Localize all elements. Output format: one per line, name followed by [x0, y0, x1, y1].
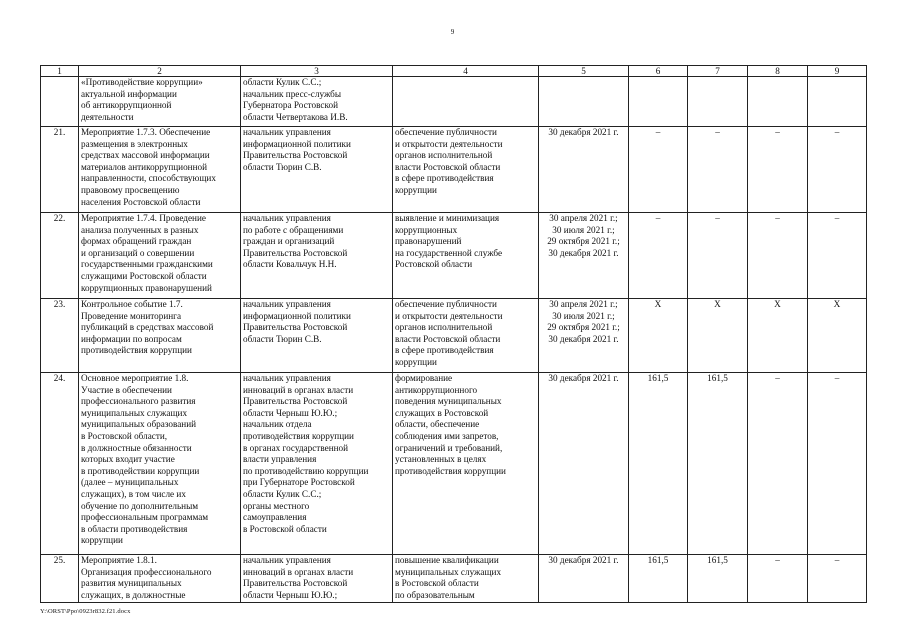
- column-header: 3: [241, 66, 393, 77]
- measures-table: [40, 65, 867, 603]
- table-row: [41, 77, 867, 127]
- table-row: [41, 373, 867, 555]
- value-cell: 161,5: [629, 373, 688, 555]
- responsible-cell: начальник управления инноваций в органах власти Правительства Ростовской области Черныш Ю.Ю.;: [241, 555, 393, 603]
- deadline-cell: 30 декабря 2021 г.: [539, 373, 629, 555]
- table-row: [41, 555, 867, 603]
- result-cell: выявление и минимизация коррупционных правонарушений на государственной службе Ростовской области: [393, 213, 539, 299]
- column-header: 8: [748, 66, 808, 77]
- result-cell: обеспечение публичности и открытости деятельности органов исполнительной власти Ростовской области в сфере противодействия коррупции: [393, 299, 539, 373]
- value-cell: 161,5: [688, 555, 748, 603]
- value-cell: [808, 77, 867, 127]
- column-header: 2: [79, 66, 241, 77]
- event-cell: Основное мероприятие 1.8. Участие в обеспечении профессионального развития муниципальных служащих муниципальных образований в Ростовской области, в должностные обязанности которых входит участие в противодействии коррупции (далее – муниципальных служащих), в том числе их обучение по дополнительным профессиональным программам в области противодействия коррупции: [79, 373, 241, 555]
- value-cell: –: [688, 213, 748, 299]
- result-cell: обеспечение публичности и открытости деятельности органов исполнительной власти Ростовской области в сфере противодействия коррупции: [393, 127, 539, 213]
- value-cell: Х: [748, 299, 808, 373]
- event-cell: Мероприятие 1.7.3. Обеспечение размещения в электронных средствах массовой информации материалов антикоррупционной направленности, способствующих правовому просвещению населения Ростовской области: [79, 127, 241, 213]
- value-cell: Х: [808, 299, 867, 373]
- column-header: 7: [688, 66, 748, 77]
- result-cell: [393, 77, 539, 127]
- value-cell: –: [748, 127, 808, 213]
- table-row: [41, 127, 867, 213]
- value-cell: –: [808, 127, 867, 213]
- row-number: 22.: [41, 213, 79, 299]
- table-row: [41, 213, 867, 299]
- file-path-footer: Y:\ORST\Ppo\0923r832.f21.docx: [40, 608, 131, 615]
- value-cell: –: [808, 213, 867, 299]
- responsible-cell: начальник управления информационной политики Правительства Ростовской области Тюрин С.В.: [241, 127, 393, 213]
- deadline-cell: 30 декабря 2021 г.: [539, 555, 629, 603]
- value-cell: –: [629, 127, 688, 213]
- column-header: 5: [539, 66, 629, 77]
- event-cell: Мероприятие 1.8.1. Организация профессионального развития муниципальных служащих, в должностные: [79, 555, 241, 603]
- deadline-cell: 30 декабря 2021 г.: [539, 127, 629, 213]
- value-cell: [629, 77, 688, 127]
- value-cell: Х: [688, 299, 748, 373]
- value-cell: 161,5: [629, 555, 688, 603]
- result-cell: повышение квалификации муниципальных служащих в Ростовской области по образовательным: [393, 555, 539, 603]
- event-cell: Мероприятие 1.7.4. Проведение анализа полученных в разных формах обращений граждан и организаций о совершении государственными гражданскими служащими Ростовской области коррупционных правонарушений: [79, 213, 241, 299]
- value-cell: –: [748, 555, 808, 603]
- result-cell: формирование антикоррупционного поведения муниципальных служащих в Ростовской области, обеспечение соблюдения ими запретов, ограничений и требований, установленных в целях противодействия коррупции: [393, 373, 539, 555]
- value-cell: –: [629, 213, 688, 299]
- deadline-cell: [539, 77, 629, 127]
- value-cell: –: [748, 213, 808, 299]
- row-number: 23.: [41, 299, 79, 373]
- value-cell: –: [808, 555, 867, 603]
- value-cell: 161,5: [688, 373, 748, 555]
- column-number-row: [41, 66, 867, 77]
- column-header: 6: [629, 66, 688, 77]
- value-cell: –: [688, 127, 748, 213]
- responsible-cell: начальник управления инноваций в органах власти Правительства Ростовской области Черныш Ю.Ю.; начальник отдела противодействия коррупции в органах государственной власти управления по противодействию коррупции при Губернаторе Ростовской области Кулик С.С.; органы местного самоуправления в Ростовской области: [241, 373, 393, 555]
- value-cell: [748, 77, 808, 127]
- row-number: 25.: [41, 555, 79, 603]
- responsible-cell: области Кулик С.С.; начальник пресс-службы Губернатора Ростовской области Четвертакова И.В.: [241, 77, 393, 127]
- page-number: 9: [450, 28, 455, 36]
- column-header: 9: [808, 66, 867, 77]
- value-cell: Х: [629, 299, 688, 373]
- event-cell: «Противодействие коррупции» актуальной информации об антикоррупционной деятельности: [79, 77, 241, 127]
- responsible-cell: начальник управления информационной политики Правительства Ростовской области Тюрин С.В.: [241, 299, 393, 373]
- table-row: [41, 299, 867, 373]
- deadline-cell: 30 апреля 2021 г.; 30 июля 2021 г.; 29 октября 2021 г.; 30 декабря 2021 г.: [539, 213, 629, 299]
- event-cell: Контрольное событие 1.7. Проведение мониторинга публикаций в средствах массовой информации по вопросам противодействия коррупции: [79, 299, 241, 373]
- value-cell: –: [808, 373, 867, 555]
- responsible-cell: начальник управления по работе с обращениями граждан и организаций Правительства Ростовской области Ковальчук Н.Н.: [241, 213, 393, 299]
- deadline-cell: 30 апреля 2021 г.; 30 июля 2021 г.; 29 октября 2021 г.; 30 декабря 2021 г.: [539, 299, 629, 373]
- row-number: [41, 77, 79, 127]
- row-number: 24.: [41, 373, 79, 555]
- column-header: 4: [393, 66, 539, 77]
- row-number: 21.: [41, 127, 79, 213]
- column-header: 1: [41, 66, 79, 77]
- value-cell: –: [748, 373, 808, 555]
- value-cell: [688, 77, 748, 127]
